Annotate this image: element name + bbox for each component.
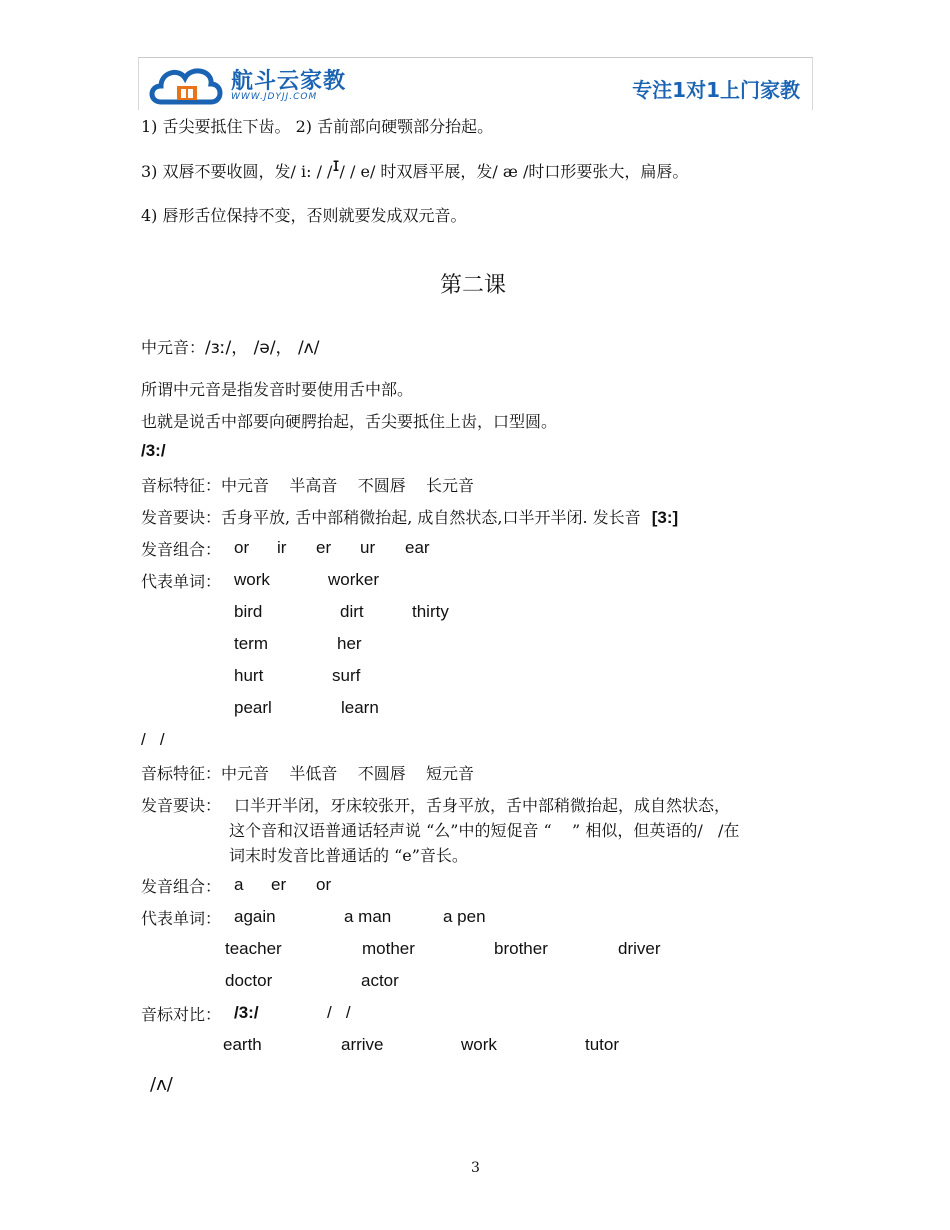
s2-word: a pen	[443, 907, 486, 926]
s2-word: brother	[494, 939, 548, 958]
s1-word: bird	[234, 602, 263, 621]
s2-tips-label: 发音要诀：	[141, 796, 222, 815]
s2-features	[141, 761, 474, 784]
rule-3	[141, 154, 689, 182]
s1-combo-0: or	[234, 538, 250, 557]
s1-word: dirt	[340, 602, 364, 621]
s2-compare-word: tutor	[585, 1035, 620, 1054]
central-vowels-line	[141, 333, 319, 358]
s1-combo-1: ir	[277, 538, 287, 557]
page-number: 3	[471, 1160, 480, 1176]
s2-combo-2: or	[316, 875, 332, 894]
s2-symbol-heading: / /	[141, 730, 165, 749]
s2-compare-word: earth	[223, 1035, 262, 1054]
s2-tips-line-3: 词末时发音比普通话的 “e”音长。	[229, 846, 468, 865]
s2-tips-line-1: 口半开半闭，牙床较张开，舌身平放，舌中部稍微抬起，成自然状态，	[234, 796, 731, 815]
s2-compare-word: work	[461, 1035, 497, 1054]
s2-combo-0: a	[234, 875, 244, 894]
s1-word: term	[234, 634, 268, 653]
s1-tips-label: 发音要诀：	[141, 508, 222, 527]
rule-1-2: 1) 舌尖要抵住下齿。 2) 舌前部向硬颚部分抬起。	[141, 117, 494, 136]
s2-word: actor	[361, 971, 399, 990]
intro-line-1: 所谓中元音是指发音时要使用舌中部。	[141, 380, 414, 399]
s1-word: her	[337, 634, 362, 653]
s2-features-label: 音标特征：	[141, 764, 222, 783]
s2-word: teacher	[225, 939, 282, 958]
cloud-book-logo-icon	[147, 62, 225, 108]
s1-word: hurt	[234, 666, 264, 685]
s1-symbol-heading: /3:/	[141, 441, 166, 460]
central-vowels-label: 中元音：	[141, 338, 206, 357]
lesson-title: 第二课	[440, 273, 507, 298]
s2-words-label: 代表单词：	[141, 909, 222, 928]
s2-features-text: 中元音 半低音 不圆唇 短元音	[221, 764, 475, 783]
s1-combo-4: ear	[405, 538, 430, 557]
s2-compare-symbol-a: /3:/	[234, 1003, 259, 1022]
s1-word: worker	[328, 570, 380, 589]
s2-word: doctor	[225, 971, 273, 990]
intro-line-2: 也就是说舌中部要向硬腭抬起，舌尖要抵住上齿，口型圆。	[141, 412, 558, 431]
s1-tips-symbol: [3:]	[651, 508, 679, 527]
central-vowels-symbols: /ɜː/， /ə/， /ʌ/	[205, 338, 320, 358]
s1-word: pearl	[234, 698, 272, 717]
s1-word: thirty	[412, 602, 449, 621]
brand-name: 航斗云家教	[231, 69, 347, 94]
s2-word: a man	[344, 907, 392, 926]
page-header	[138, 57, 813, 110]
s1-combos-label: 发音组合：	[141, 540, 222, 559]
s2-word: mother	[362, 939, 415, 958]
s2-compare-label: 音标对比：	[141, 1005, 222, 1024]
rule-3-part-a: 3) 双唇不要收圆，发/ i: / /	[141, 162, 333, 181]
s1-features	[141, 473, 474, 496]
brand-url: WWW.JDYJJ.COM	[231, 92, 318, 102]
s1-word: surf	[332, 666, 361, 685]
s1-tips-text: 舌身平放, 舌中部稍微抬起, 成自然状态,口半开半闭. 发长音	[221, 508, 641, 527]
s2-word: again	[234, 907, 276, 926]
s2-combo-1: er	[271, 875, 287, 894]
rule-4: 4) 唇形舌位保持不变，否则就要发成双元音。	[141, 206, 467, 225]
s1-combo-3: ur	[360, 538, 376, 557]
s1-features-text: 中元音 半高音 不圆唇 长元音	[221, 476, 475, 495]
s1-words-label: 代表单词：	[141, 572, 222, 591]
s1-word: work	[234, 570, 270, 589]
header-slogan: 专注1对1上门家教	[632, 78, 800, 102]
s2-compare-word: arrive	[341, 1035, 384, 1054]
s1-features-label: 音标特征：	[141, 476, 222, 495]
s2-tips-line-2: 这个音和汉语普通话轻声说 “么”中的短促音 “ ” 相似，但英语的/ /在	[229, 821, 740, 840]
s1-word: learn	[341, 698, 379, 717]
s1-tips	[141, 505, 678, 528]
s2-compare-symbol-b: / /	[327, 1003, 351, 1022]
s2-word: driver	[618, 939, 661, 958]
rule-3-part-b: / / e/ 时双唇平展，发/ æ /时口形要张大，扁唇。	[339, 162, 689, 181]
s3-symbol-heading: /ʌ/	[150, 1074, 173, 1095]
s1-combo-2: er	[316, 538, 332, 557]
s2-combos-label: 发音组合：	[141, 877, 222, 896]
rule-3-symbol: ɪ	[332, 154, 340, 176]
